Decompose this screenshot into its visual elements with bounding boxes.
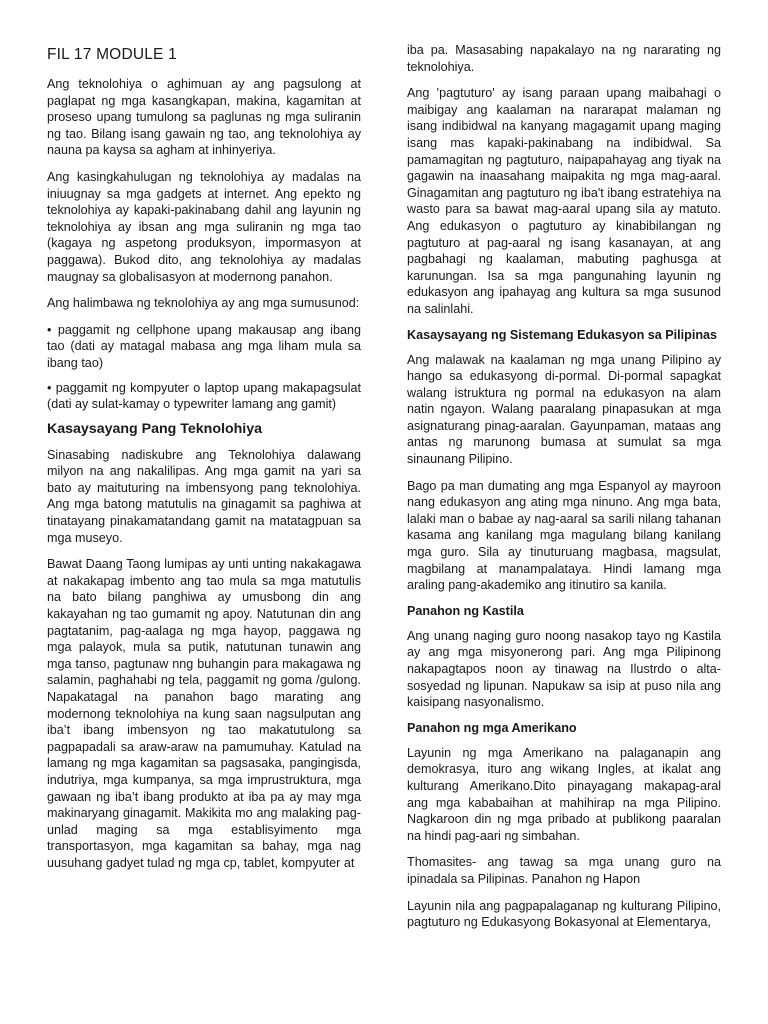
paragraph-american-era: Layunin ng mga Amerikano na palaganapin ang demokrasya, ituro ang wikang Ingles, at ikalat ang kulturang Amerikano.Dito pinayagang makapag-aral ang mga kababaihan at mahihirap na mga Pilipino. Nagkaroon din ng mga pribado at publikong paaralan na hindi pag-aari ng simbahan.	[407, 745, 721, 843]
section-heading-history: Kasaysayang Pang Teknolohiya	[47, 420, 262, 437]
bullet-cellphone: • paggamit ng cellphone upang makausap ang ibang tao (dati ay matagal mabasa ang mga liham mula sa ibang tao)	[47, 322, 361, 370]
paragraph-pre-spanish: Bago pa man dumating ang mga Espanyol ay mayroon nang edukasyon ang ating mga ninuno. Ang mga bata, lalaki man o babae ay nag-aaral sa sarili nilang tahanan kasama ang kanilang mga magulang bilang kanilang mga guro. Sila ay tinuturuang magbasa, magsulat, magbilang at manampalataya. Hindi lamang mga araling pang-akademiko ang itinutiro sa kanila.	[407, 478, 721, 593]
paragraph-thomasites: Thomasites- ang tawag sa mga unang guro na ipinadala sa Pilipinas. Panahon ng Hapon	[407, 855, 721, 886]
right-column	[407, 42, 721, 941]
paragraph-spanish-era: Ang unang naging guro noong nasakop tayo ng Kastila ay ang mga misyonerong pari. Ang mga Pilipinong nakapagtapos noon ay tinawag na Ilustrdo o alta-sosyedad ng lipunan. Napukaw sa isip at puso nila ang kaisipang nasyonalismo.	[407, 628, 721, 710]
paragraph-informal-education: Ang malawak na kaalaman ng mga unang Pilipino ay hango sa edukasyong di-pormal. Di-pormal sapagkat walang istruktura ng pormal na edukasyon na alam natin ngayon. Walang paaralang pinapasukan at mga asignaturang pinag-aaralan. Gayunpaman, mataas ang antas ng marunong bumasa at sumulat sa mga sinaunang Pilipino.	[407, 352, 721, 467]
paragraph-examples-intro: Ang halimbawa ng teknolohiya ay ang mga sumusunod:	[47, 296, 360, 311]
section-heading-american-era: Panahon ng mga Amerikano	[407, 720, 577, 735]
section-heading-education-history: Kasaysayang ng Sistemang Edukasyon sa Pilipinas	[407, 327, 718, 342]
paragraph-gadgets: Ang kasingkahulugan ng teknolohiya ay madalas na iniuugnay sa mga gadgets at internet. Ang epekto ng teknolohiya ay kapaki-pakinabang dahil ang layunin ng teknolohiya ay ibsan ang mga suliranin ng mga tao (kagaya ng aspetong produksyon, impormasyon at paggawa). Bukod dito, ang teknolohiya ay madalas maugnay sa globalisasyon at modernong panahon.	[47, 169, 361, 284]
paragraph-definition: Ang teknolohiya o aghimuan ay ang pagsulong at paglapat ng mga kasangkapan, makina, kagamitan at proseso upang tumulong sa paglunas ng mga suliranin ng tao. Bilang isang gawain ng tao, ang teknolohiya ay nauna pa kaysa sa agham at inhinyeriya.	[47, 77, 361, 158]
module-title: FIL 17 MODULE 1	[47, 46, 177, 63]
paragraph-continuation: iba pa. Masasabing napakalayo na ng nararating ng teknolohiya.	[407, 43, 721, 74]
paragraph-japanese-era: Layunin nila ang pagpapalaganap ng kulturang Pilipino, pagtuturo ng Edukasyong Bokasyonal at Elementarya,	[407, 898, 721, 930]
bullet-computer: • paggamit ng kompyuter o laptop upang makapagsulat (dati ay sulat-kamay o typewriter lamang ang gamit)	[47, 380, 361, 412]
paragraph-teaching: Ang 'pagtuturo' ay isang paraan upang maibahagi o maibigay ang kaalaman na nararapat malaman ng isang indibidwal na kanyang magagamit upang maging isang mas kapaki-pakinabang na indibidwal. Sa pamamagitan ng pagtuturo, naipapahayag ang tiyak na gagawin na inaasahang maipakita ng mga mag-aaral. Ginagamitan ang pagtuturo ng iba't ibang estratehiya na wasto para sa bawat mag-aaral upang sila ay matuto. Ang edukasyon o pagtuturo ay kinabibilangan ng pagtuturo at pag-aaral ng isang kasanayan, at ang pagbahagi ng kaalaman, mabuting paghusga at karunungan. Isa sa mga pangunahing layunin ng edukasyon ang ipahayag ang kultura sa mga susunod na salinlahi.	[407, 86, 721, 316]
paragraph-discovery: Sinasabing nadiskubre ang Teknolohiya dalawang milyon na ang nakalilipas. Ang mga gamit na yari sa bato ay maituturing na imbensyong pang teknolohiya. Ang mga batong matutulis na ginagamit sa paghiwa at tinatayang pinakamatandang gamit na matatagpuan sa mga museyo.	[47, 447, 361, 545]
section-heading-spanish-era: Panahon ng Kastila	[407, 603, 524, 618]
left-column	[47, 42, 361, 882]
paragraph-progress: Bawat Daang Taong lumipas ay unti unting nakakagawa at nakakapag imbento ang tao mula sa mga matutulis na bato bilang panghiwa ay umusbong din ang kakayahan ng tao gumamit ng apoy. Natutunan din ang pagtatanim, pag-aalaga ng mga hayop, paggawa ng mga palayok, mula sa putik, natutunan tunawin ang mga tanso, pagtunaw nng buhangin para makagawa ng salamin, paghahabi ng tela, paggamit ng goma /gulong. Napakatagal na panahon bago marating ang modernong teknolohiya na kung saan nagsulputan ang iba’t ibang imbensyon ng tao makatutulong sa pagpapadali sa araw-araw na pamumuhay. Katulad na lamang ng mga kagamitan sa pagsasaka, pangingisda, indutriya, mga kumpanya, sa mga imprustruktura, mga gawaan ng iba’t ibang produkto at iba pa ay may mga makinaryang ginagamit. Makikita mo ang malaking pag-unlad maging sa mga establisyimento mga transportasyon, mga kagamitan sa bahay, mga nag uusuhang gadyet tulad ng mga cp, tablet, kompyuter at	[47, 557, 361, 870]
